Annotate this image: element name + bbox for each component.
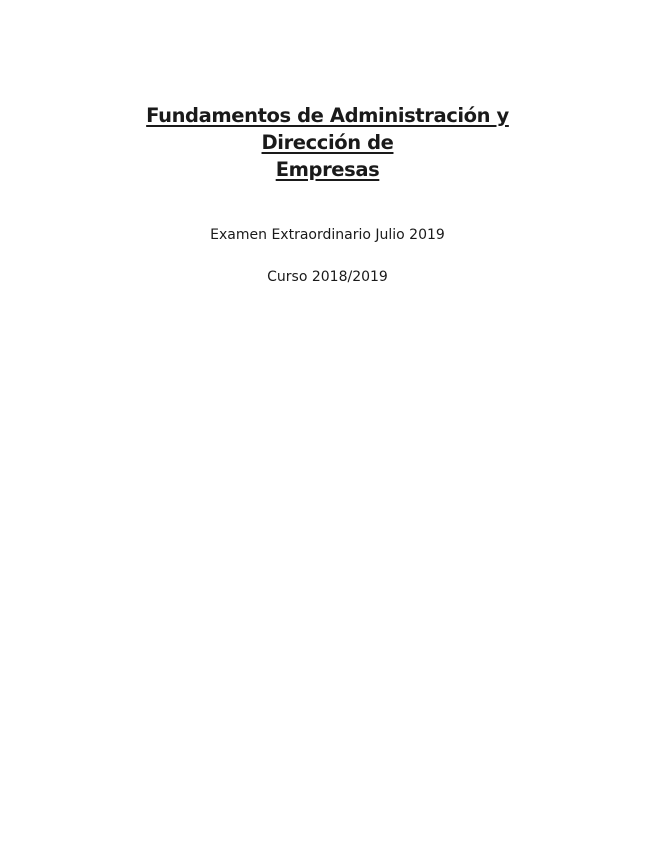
- document-title-line-2: Empresas: [275, 158, 380, 181]
- document-title-line-1: Fundamentos de Administración y Dirección de: [146, 104, 509, 154]
- exam-subtitle: Examen Extraordinario Julio 2019: [210, 227, 445, 243]
- document-title: [100, 102, 555, 183]
- course-subtitle: Curso 2018/2019: [267, 269, 388, 285]
